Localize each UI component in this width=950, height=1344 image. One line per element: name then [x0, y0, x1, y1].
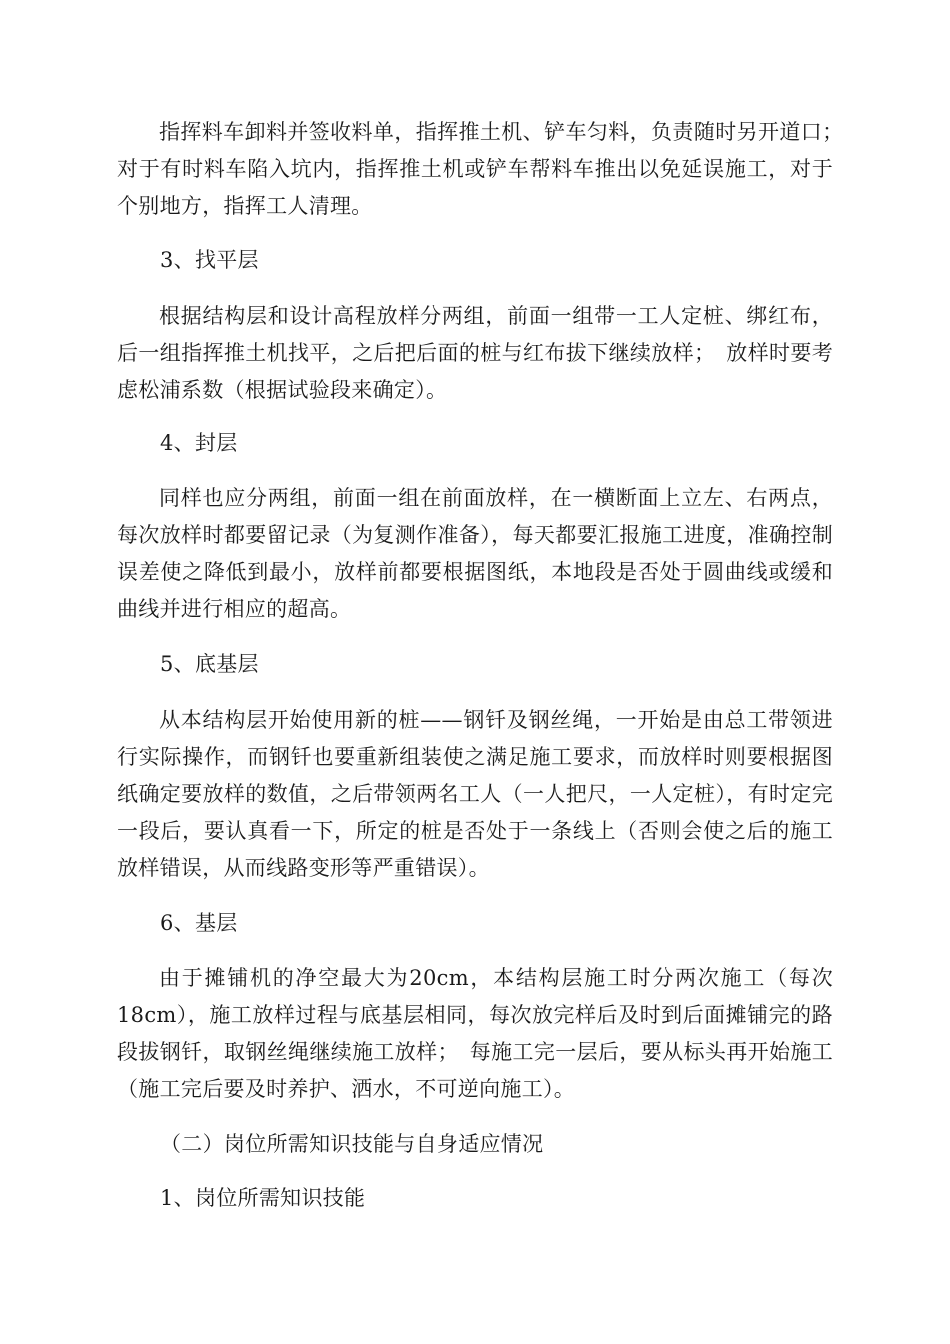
paragraph-leveling-layer: 根据结构层和设计高程放样分两组，前面一组带一工人定桩、绑红布，后一组指挥推土机找平，之后把后面的桩与红布拔下继续放样； 放样时要考虑松浦系数（根据试验段来确定）。	[117, 304, 833, 402]
paragraph-material-unloading: 指挥料车卸料并签收料单，指挥推土机、铲车匀料，负责随时另开道口； 对于有时料车陷入坑内，指挥推土机或铲车帮料车推出以免延误施工，对于个别地方，指挥工人清理。	[117, 120, 855, 218]
heading-leveling-layer: 3、找平层	[160, 248, 259, 272]
heading-seal-layer: 4、封层	[160, 431, 238, 455]
paragraph-seal-layer: 同样也应分两组，前面一组在前面放样，在一横断面上立左、右两点，每次放样时都要留记录（为复测作准备），每天都要汇报施工进度，准确控制误差使之降低到最小，放样前都要根据图纸，本地段是否处于圆曲线或缓和曲线并进行相应的超高。	[117, 486, 833, 621]
heading-required-skills: 1、岗位所需知识技能	[160, 1186, 366, 1210]
paragraph-subbase-layer: 从本结构层开始使用新的桩——钢钎及钢丝绳，一开始是由总工带领进行实际操作，而钢钎也要重新组装使之满足施工要求，而放样时则要根据图纸确定要放样的数值，之后带领两名工人（一人把尺，一人定桩），有时定完一段后，要认真看一下，所定的桩是否处于一条线上（否则会使之后的施工放样错误，从而线路变形等严重错误）。	[117, 708, 833, 880]
heading-section-two: （二）岗位所需知识技能与自身适应情况	[160, 1132, 544, 1156]
heading-subbase-layer: 5、底基层	[160, 652, 259, 676]
paragraph-base-layer: 由于摊铺机的净空最大为20cm，本结构层施工时分两次施工（每次18cm），施工放样过程与底基层相同，每次放完样后及时到后面摊铺完的路段拔钢钎，取钢丝绳继续施工放样； 每施工完一层后，要从标头再开始施工（施工完后要及时养护、洒水，不可逆向施工）。	[117, 966, 833, 1101]
heading-base-layer: 6、基层	[160, 911, 238, 935]
